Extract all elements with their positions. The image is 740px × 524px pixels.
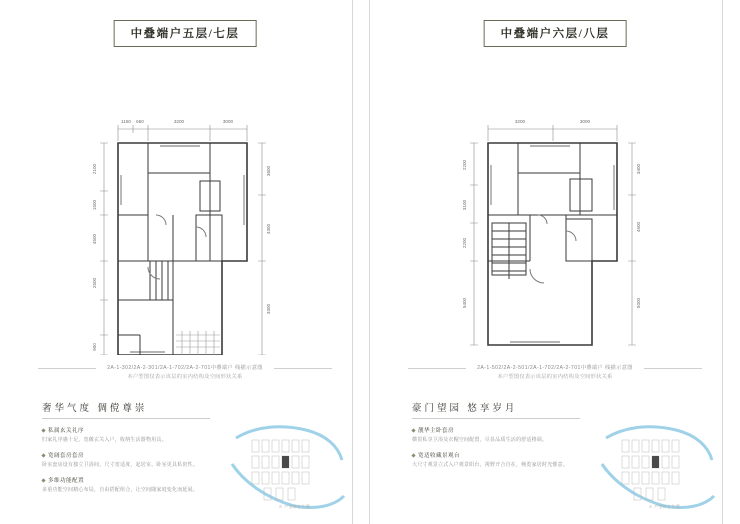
feature-body: 横贯私享卫浴及衣帽空间配置，尽显品质生活的舒适格调。 xyxy=(412,437,548,443)
feature-head xyxy=(412,451,588,459)
svg-text:3100: 3100 xyxy=(462,199,467,211)
plan-title-plate-left xyxy=(114,20,257,47)
svg-text:3000: 3000 xyxy=(222,119,234,124)
feature-list-left xyxy=(42,400,218,501)
plan-caption-line2-right: 本户型图仅表示该层的室内结构及空间形状关系 xyxy=(497,374,613,380)
feature-body: 归家礼序感十足，宽敞玄关入户，收纳生活器物用具。 xyxy=(42,437,167,443)
feature-head xyxy=(42,476,218,484)
svg-text:650: 650 xyxy=(136,119,144,124)
svg-text:3200: 3200 xyxy=(173,119,185,124)
svg-text:5400: 5400 xyxy=(462,297,467,309)
site-map-left xyxy=(230,420,348,512)
feature-rule-right xyxy=(412,418,580,419)
svg-text:3600: 3600 xyxy=(266,165,271,177)
svg-text:5000: 5000 xyxy=(636,297,641,309)
floorplan-drawing-left xyxy=(0,55,370,355)
site-map-right xyxy=(600,420,718,512)
svg-text:3200: 3200 xyxy=(514,119,526,124)
feature-head-text: 宽阔套房套房 xyxy=(48,453,84,459)
svg-text:3000: 3000 xyxy=(579,119,591,124)
bullet-icon xyxy=(41,478,45,482)
feature-head xyxy=(412,426,588,434)
svg-text:900: 900 xyxy=(92,343,97,351)
feature-head-text: 私属玄关礼序 xyxy=(48,428,84,434)
feature-title-left: 奢华气度 倜傥尊崇 xyxy=(42,404,148,414)
bullet-icon xyxy=(411,428,415,432)
feature-body: 卧室套房设有独立卫浴间，尺寸宽适度，起居室、卧室更具私密性。 xyxy=(42,462,199,468)
plan-caption-line1-left: 2A-1-302/2A-2-301/2A-1-702/2A-2-701中叠端户 线描示意图 xyxy=(107,365,263,371)
feature-title-right: 豪门望园 悠享岁月 xyxy=(412,404,518,414)
svg-text:2500: 2500 xyxy=(92,277,97,289)
feature-head xyxy=(42,426,218,434)
svg-text:1500: 1500 xyxy=(92,199,97,211)
svg-text:3300: 3300 xyxy=(266,303,271,315)
feature-item xyxy=(412,426,588,444)
feature-head-text: 多维功能配置 xyxy=(48,478,84,484)
feature-head xyxy=(42,451,218,459)
plan-title-plate-right xyxy=(484,20,627,47)
feature-head-text: 宽适收藏景观台 xyxy=(418,453,460,459)
svg-text:2100: 2100 xyxy=(92,163,97,175)
svg-text:2200: 2200 xyxy=(462,159,467,171)
svg-text:1150: 1150 xyxy=(121,119,131,124)
feature-item xyxy=(42,451,218,469)
bullet-icon xyxy=(411,453,415,457)
feature-body: 大尺寸观景立式入户观景阳台，视野开合自在，畅览家居时光惬意。 xyxy=(412,462,569,468)
bullet-icon xyxy=(41,453,45,457)
svg-text:3400: 3400 xyxy=(636,163,641,175)
feature-head-text: 靓华主卧套房 xyxy=(418,428,454,434)
plan-caption-left xyxy=(0,364,370,382)
plan-title-left: 中叠端户五层/七层 xyxy=(130,28,240,40)
feature-item xyxy=(412,451,588,469)
plan-caption-right xyxy=(370,364,740,382)
site-map-caption-right: ※ 户型所在位置 xyxy=(648,504,680,509)
feature-item xyxy=(42,426,218,444)
feature-rule-left xyxy=(42,418,210,419)
feature-item xyxy=(42,476,218,494)
plan-caption-line2-left: 本户型图仅表示该层的室内结构及空间形状关系 xyxy=(127,374,243,380)
svg-text:4500: 4500 xyxy=(636,221,641,233)
svg-text:2200: 2200 xyxy=(462,237,467,249)
svg-text:4300: 4300 xyxy=(266,223,271,235)
floorplan-drawing-right xyxy=(370,55,740,355)
site-map-caption-left: ※ 户型所在位置 xyxy=(278,504,310,509)
feature-body: 多重功能空间精心布局，自由搭配组合，让空间随家庭变化而延展。 xyxy=(42,487,199,493)
panel-right xyxy=(370,0,740,524)
bullet-icon xyxy=(41,428,45,432)
svg-text:4500: 4500 xyxy=(92,233,97,245)
feature-list-right xyxy=(412,400,588,476)
plan-title-right: 中叠端户六层/八层 xyxy=(500,28,610,40)
plan-caption-line1-right: 2A-1-502/2A-2-501/2A-1-702/2A-2-701中叠端户 线描示意图 xyxy=(477,365,633,371)
